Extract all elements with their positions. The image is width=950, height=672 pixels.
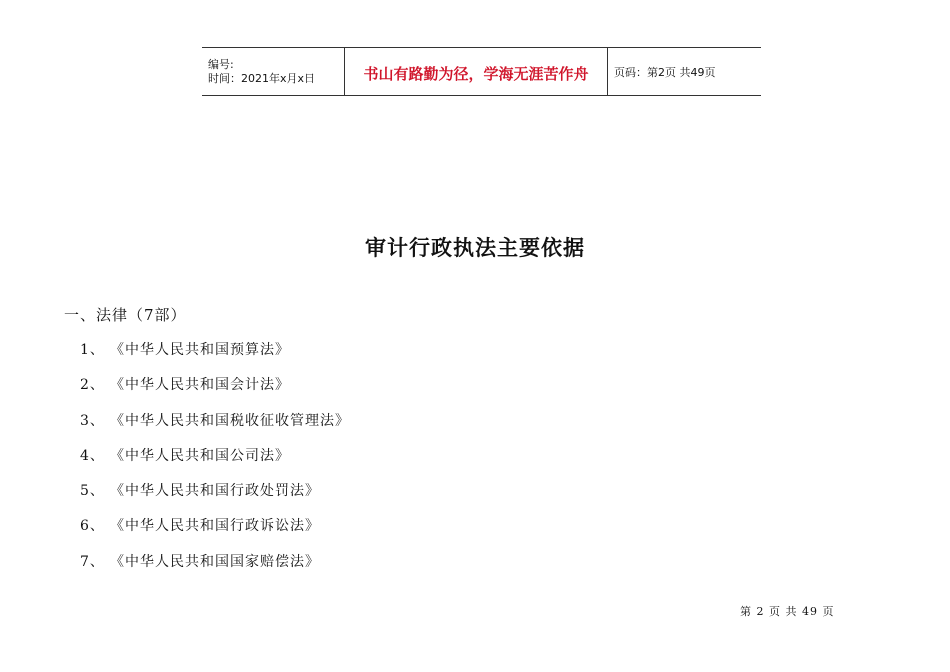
list-item <box>80 481 350 516</box>
list-item <box>80 340 350 375</box>
list-item <box>80 552 350 587</box>
law-name: 《中华人民共和国公司法》 <box>110 447 290 464</box>
page-header <box>202 47 761 96</box>
law-name: 《中华人民共和国税收征收管理法》 <box>110 412 350 429</box>
law-number: 4、 <box>80 447 105 464</box>
law-list <box>80 340 350 587</box>
law-number: 3、 <box>80 412 105 429</box>
list-item <box>80 411 350 446</box>
list-item <box>80 446 350 481</box>
law-name: 《中华人民共和国预算法》 <box>110 342 290 358</box>
header-number-label: 编号: <box>208 57 234 71</box>
law-number: 1、 <box>80 342 105 358</box>
header-motto-cell <box>345 48 608 95</box>
section-heading: 一、法律（7部） <box>64 306 187 324</box>
law-number: 7、 <box>80 553 105 570</box>
law-name: 《中华人民共和国行政诉讼法》 <box>110 518 320 535</box>
list-item <box>80 516 350 551</box>
header-page-label: 页码：第2页 共49页 <box>614 65 716 79</box>
document-title: 审计行政执法主要依据 <box>365 236 585 260</box>
page-footer: 第 2 页 共 49 页 <box>740 605 835 618</box>
header-page-cell <box>608 48 761 95</box>
header-motto: 书山有路勤为径，学海无涯苦作舟 <box>363 65 589 83</box>
header-time-label: 时间：2021年x月x日 <box>208 71 316 85</box>
header-meta <box>202 48 345 95</box>
law-number: 6、 <box>80 518 105 535</box>
law-number: 5、 <box>80 483 105 500</box>
law-name: 《中华人民共和国会计法》 <box>110 377 290 394</box>
list-item <box>80 375 350 410</box>
law-number: 2、 <box>80 377 105 394</box>
law-name: 《中华人民共和国国家赔偿法》 <box>110 553 320 570</box>
law-name: 《中华人民共和国行政处罚法》 <box>110 483 320 500</box>
